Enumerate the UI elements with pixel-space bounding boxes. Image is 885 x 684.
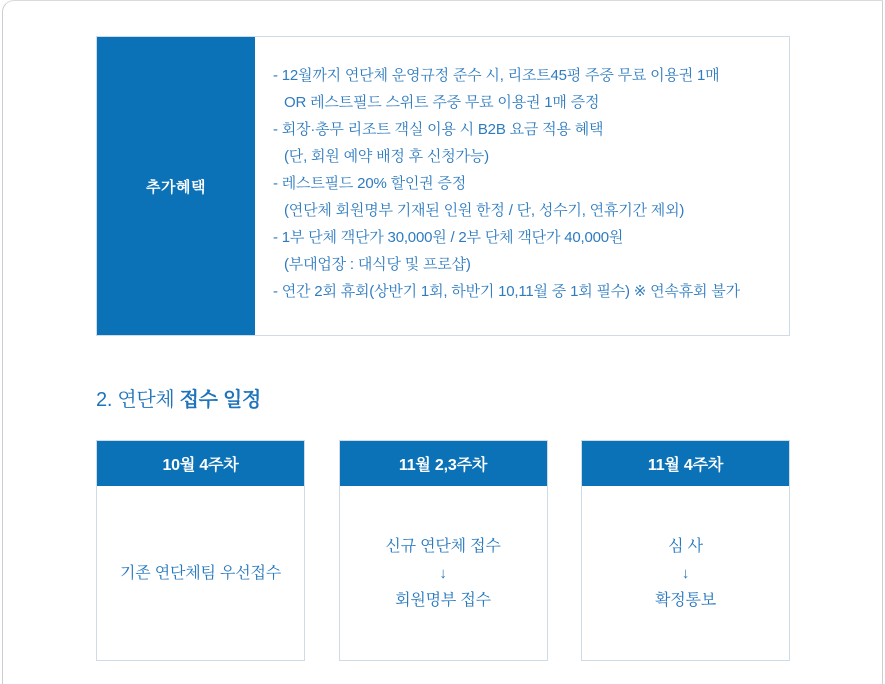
card-body xyxy=(97,486,304,660)
section-title xyxy=(96,386,261,414)
down-arrow-icon: ↓ xyxy=(681,564,690,582)
benefit-line: (연단체 회원명부 기재된 인원 한정 / 단, 성수기, 연휴기간 제외) xyxy=(284,202,685,219)
card-body-line: 확정통보 xyxy=(654,591,717,609)
card-body-line: 신규 연단체 접수 xyxy=(385,537,501,555)
benefit-line: (단, 회원 예약 배정 후 신청가능) xyxy=(284,148,489,165)
card-header: 10월 4주차 xyxy=(97,441,304,486)
section-title-prefix: 2. 연단체 xyxy=(96,389,180,411)
benefit-line: - 연간 2회 휴회(상반기 1회, 하반기 10,11월 중 1회 필수) ※ 연속휴회 불가 xyxy=(273,283,740,300)
card-body-line: 회원명부 접수 xyxy=(395,591,491,609)
section-title-emphasis: 접수 일정 xyxy=(179,389,261,411)
card-header: 11월 2,3주차 xyxy=(340,441,547,486)
schedule-card-week1 xyxy=(96,440,305,661)
benefits-table xyxy=(96,36,790,336)
card-body-line: 심 사 xyxy=(668,537,703,555)
benefit-line: - 레스트필드 20% 할인권 증정 xyxy=(273,175,466,192)
benefit-line: (부대업장 : 대식당 및 프로샵) xyxy=(284,256,471,273)
schedule-card-week2 xyxy=(339,440,548,661)
card-body-line: 기존 연단체팀 우선접수 xyxy=(119,564,282,582)
benefit-line: - 회장·총무 리조트 객실 이용 시 B2B 요금 적용 혜택 xyxy=(273,121,604,138)
benefit-line: - 12월까지 연단체 운영규정 준수 시, 리조트45평 주중 무료 이용권 1매 xyxy=(273,67,720,84)
schedule-cards xyxy=(96,440,790,661)
benefit-list xyxy=(255,37,789,335)
benefit-line: - 1부 단체 객단가 30,000원 / 2부 단체 객단가 40,000원 xyxy=(273,229,624,246)
schedule-card-week3 xyxy=(581,440,790,661)
down-arrow-icon: ↓ xyxy=(439,564,447,582)
benefit-line: OR 레스트필드 스위트 주중 무료 이용권 1매 증정 xyxy=(284,94,600,111)
card-header: 11월 4주차 xyxy=(582,441,789,486)
card-body xyxy=(340,486,547,660)
card-body xyxy=(582,486,789,660)
benefit-row-header: 추가혜택 xyxy=(97,37,255,335)
